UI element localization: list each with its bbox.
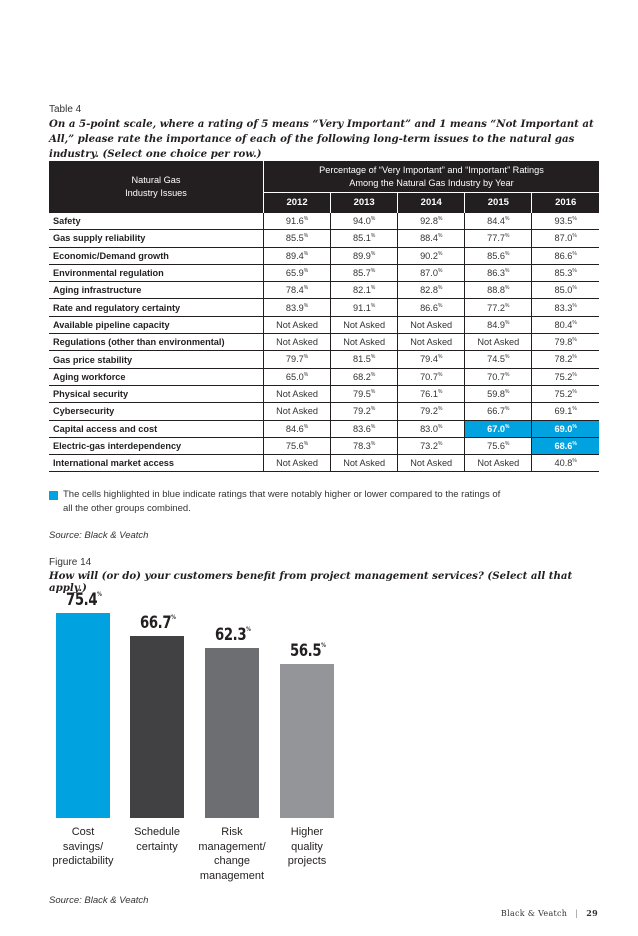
percent-sign: % xyxy=(303,371,309,378)
rating-cell xyxy=(331,420,398,437)
issue-label: Environmental regulation xyxy=(49,264,264,281)
percent-sign: % xyxy=(370,406,376,413)
footer-separator: | xyxy=(575,909,579,918)
rating-cell xyxy=(264,213,331,230)
rating-cell xyxy=(532,299,599,316)
year-header-2016: 2016 xyxy=(532,193,599,213)
percent-sign: % xyxy=(370,302,376,309)
rating-cell xyxy=(398,368,465,385)
rating-value: 87.0 xyxy=(420,268,438,279)
issue-label: Safety xyxy=(49,213,264,230)
issue-label: Gas price stability xyxy=(49,351,264,368)
rating-cell xyxy=(532,351,599,368)
rating-cell xyxy=(264,368,331,385)
rating-value: 86.6 xyxy=(554,250,573,261)
rating-value: 90.2 xyxy=(420,250,438,261)
rating-cell xyxy=(465,437,532,454)
rating-value: 40.8 xyxy=(554,458,573,469)
rating-cell xyxy=(465,213,532,230)
rating-cell xyxy=(398,437,465,454)
percent-sign: % xyxy=(437,371,443,378)
rating-value: 82.8 xyxy=(420,285,438,296)
table-row xyxy=(49,282,599,299)
category-label-line: savings/ xyxy=(62,840,104,853)
rating-value: Not Asked xyxy=(410,458,453,469)
percent-sign: % xyxy=(370,354,376,361)
rating-value: 67.0 xyxy=(487,423,506,434)
rating-value: 82.1 xyxy=(352,285,371,296)
bar-value-number: 75.4 xyxy=(66,589,98,610)
year-header-2013: 2013 xyxy=(331,193,398,213)
percent-sign: % xyxy=(370,285,376,292)
issues-header-line-2: Industry Issues xyxy=(125,187,187,198)
category-label xyxy=(118,825,196,854)
category-label-line: Cost xyxy=(71,826,95,838)
rating-value: 85.6 xyxy=(487,250,506,261)
rating-value: 74.5 xyxy=(487,354,506,365)
rating-value: Not Asked xyxy=(276,406,318,417)
figure-source: Source: Black & Veatch xyxy=(49,895,149,906)
rating-cell xyxy=(532,282,599,299)
percent-sign: % xyxy=(505,440,510,447)
footer-company: Black & Veatch xyxy=(500,909,568,918)
rating-cell xyxy=(532,247,599,264)
percent-sign: % xyxy=(303,268,309,274)
percent-sign: % xyxy=(572,216,577,223)
issue-label: Capital access and cost xyxy=(49,420,264,437)
rating-value: 85.3 xyxy=(554,268,573,279)
rating-cell xyxy=(331,316,398,333)
rating-value: 78.2 xyxy=(554,354,573,365)
table-row xyxy=(49,385,599,402)
rating-value: 70.7 xyxy=(487,371,506,382)
percent-sign: % xyxy=(437,389,443,396)
bar-value-unit: % xyxy=(171,614,176,622)
percent-sign: % xyxy=(370,371,376,378)
category-label-line: predictability xyxy=(52,855,114,867)
percent-sign: % xyxy=(303,354,309,361)
rating-cell xyxy=(465,334,532,351)
rating-value: 75.2 xyxy=(554,371,573,382)
rating-cell xyxy=(465,230,532,247)
year-header-2012: 2012 xyxy=(264,193,331,213)
category-label-line: Higher xyxy=(290,826,324,838)
percent-sign: % xyxy=(370,268,376,274)
rating-value: 84.4 xyxy=(487,216,506,227)
rating-cell xyxy=(331,437,398,454)
rating-cell xyxy=(532,316,599,333)
rating-cell xyxy=(264,334,331,351)
rating-value: 77.2 xyxy=(487,302,506,313)
issue-label: Gas supply reliability xyxy=(49,230,264,247)
percent-sign: % xyxy=(572,389,577,396)
rating-value: Not Asked xyxy=(276,337,318,348)
percent-sign: % xyxy=(437,406,443,413)
rating-cell xyxy=(532,437,599,454)
table-question: On a 5-point scale, where a rating of 5 means “Very Important” and 1 means “Not Important at All,” please rate the importance of each of the following long-term issues to the natural gas industry. (Select one choice per row.) xyxy=(49,118,594,160)
issue-label: Aging workforce xyxy=(49,368,264,385)
rating-cell xyxy=(532,264,599,281)
rating-value: 83.6 xyxy=(352,423,371,434)
bar-3 xyxy=(205,648,259,818)
rating-value: Not Asked xyxy=(477,337,520,348)
table-row xyxy=(49,368,599,385)
issue-label: Economic/Demand growth xyxy=(49,247,264,264)
rating-value: 86.3 xyxy=(487,268,506,279)
rating-cell xyxy=(398,230,465,247)
percent-sign: % xyxy=(437,440,443,447)
page-footer xyxy=(501,908,598,918)
rating-cell xyxy=(331,299,398,316)
percent-sign: % xyxy=(505,285,510,292)
percent-sign: % xyxy=(572,337,577,344)
percent-sign: % xyxy=(505,423,510,430)
rating-cell xyxy=(398,299,465,316)
rating-cell xyxy=(264,316,331,333)
rating-value: Not Asked xyxy=(276,458,318,469)
percent-sign: % xyxy=(572,250,577,257)
rating-value: Not Asked xyxy=(343,458,386,469)
rating-value: 75.6 xyxy=(285,441,304,452)
percent-sign: % xyxy=(505,302,510,309)
percent-sign: % xyxy=(437,233,443,240)
bar-value-number: 62.3 xyxy=(215,625,247,646)
rating-value: 85.1 xyxy=(352,233,371,244)
rating-value: 68.2 xyxy=(352,371,371,382)
table-label: Table 4 xyxy=(49,104,82,115)
percent-sign: % xyxy=(303,302,309,309)
category-label-line: Schedule xyxy=(134,826,180,838)
rating-cell xyxy=(331,213,398,230)
rating-cell xyxy=(331,264,398,281)
rating-cell xyxy=(398,420,465,437)
rating-cell xyxy=(331,282,398,299)
category-label-line: management xyxy=(199,869,265,882)
percent-sign: % xyxy=(437,302,443,309)
rating-cell xyxy=(398,334,465,351)
percent-sign: % xyxy=(505,233,510,240)
rating-value: 79.2 xyxy=(420,406,438,417)
percent-sign: % xyxy=(370,440,376,447)
rating-cell xyxy=(465,282,532,299)
rating-value: 91.1 xyxy=(352,302,371,313)
rating-value: 89.9 xyxy=(352,250,371,261)
table-row xyxy=(49,247,599,264)
rating-value: 77.7 xyxy=(487,233,506,244)
bar-2 xyxy=(130,636,184,818)
rating-value: Not Asked xyxy=(276,319,318,330)
rating-value: 79.4 xyxy=(420,354,438,365)
rating-cell xyxy=(264,403,331,420)
table-row xyxy=(49,213,599,230)
rating-value: 84.9 xyxy=(487,319,506,330)
rating-cell xyxy=(465,316,532,333)
bar-value-unit: % xyxy=(246,626,251,634)
table-row xyxy=(49,455,599,472)
rating-value: Not Asked xyxy=(477,458,520,469)
rating-cell xyxy=(532,230,599,247)
rating-cell xyxy=(331,403,398,420)
rating-cell xyxy=(331,247,398,264)
rating-cell xyxy=(532,420,599,437)
percent-sign: % xyxy=(572,302,577,309)
rating-value: 83.0 xyxy=(420,423,438,434)
issue-label: Electric-gas interdependency xyxy=(49,437,264,454)
percent-sign: % xyxy=(505,371,510,378)
rating-value: 69.1 xyxy=(554,406,573,417)
category-label-line: change xyxy=(213,855,251,867)
percent-sign: % xyxy=(572,371,577,378)
bar-value-unit: % xyxy=(97,590,102,598)
table-source: Source: Black & Veatch xyxy=(49,530,149,541)
rating-cell xyxy=(331,368,398,385)
percent-sign: % xyxy=(572,233,577,240)
rating-value: 65.0 xyxy=(285,371,304,382)
rating-value: 88.8 xyxy=(487,285,506,296)
percent-sign: % xyxy=(505,216,510,223)
percent-sign: % xyxy=(572,423,577,430)
rating-cell xyxy=(264,230,331,247)
rating-value: 65.9 xyxy=(285,268,304,279)
percent-sign: % xyxy=(572,268,577,274)
table-row xyxy=(49,264,599,281)
rating-cell xyxy=(465,420,532,437)
percent-sign: % xyxy=(437,250,443,257)
rating-cell xyxy=(398,282,465,299)
rating-value: 83.3 xyxy=(554,302,573,313)
issue-label: International market access xyxy=(49,455,264,472)
percent-sign: % xyxy=(370,216,376,223)
rating-value: 80.4 xyxy=(554,319,573,330)
bar-value-label xyxy=(215,625,250,645)
percent-sign: % xyxy=(505,250,510,257)
rating-cell xyxy=(264,420,331,437)
year-header-2015: 2015 xyxy=(465,193,532,213)
rating-value: 88.4 xyxy=(420,233,438,244)
issue-label: Cybersecurity xyxy=(49,403,264,420)
ratings-span-header xyxy=(264,161,600,193)
rating-cell xyxy=(532,213,599,230)
rating-value: 81.5 xyxy=(352,354,371,365)
rating-value: 83.9 xyxy=(285,302,304,313)
percent-sign: % xyxy=(572,319,577,326)
percent-sign: % xyxy=(572,458,577,465)
rating-value: 79.8 xyxy=(554,337,573,348)
issue-label: Physical security xyxy=(49,385,264,402)
rating-value: 91.6 xyxy=(285,216,304,227)
rating-cell xyxy=(331,455,398,472)
rating-value: 70.7 xyxy=(420,371,438,382)
rating-value: 94.0 xyxy=(352,216,371,227)
span-header-line-1: Percentage of “Very Important” and “Important” Ratings xyxy=(319,164,544,175)
issues-header-line-1: Natural Gas xyxy=(131,174,181,185)
rating-value: 85.5 xyxy=(285,233,304,244)
category-label-line: Risk xyxy=(221,826,243,838)
rating-cell xyxy=(465,385,532,402)
bar-value-number: 56.5 xyxy=(290,641,322,662)
rating-value: Not Asked xyxy=(343,337,386,348)
percent-sign: % xyxy=(437,423,443,430)
rating-value: 75.6 xyxy=(487,441,506,452)
percent-sign: % xyxy=(572,354,577,361)
category-label xyxy=(44,825,122,869)
rating-value: 68.6 xyxy=(554,441,573,452)
rating-cell xyxy=(398,264,465,281)
percent-sign: % xyxy=(505,389,510,396)
category-label-line: quality xyxy=(291,840,323,853)
rating-value: 84.6 xyxy=(285,423,304,434)
percent-sign: % xyxy=(505,319,510,326)
rating-value: 78.3 xyxy=(352,441,371,452)
rating-cell xyxy=(398,455,465,472)
bar-1 xyxy=(56,613,110,818)
rating-cell xyxy=(264,282,331,299)
rating-cell xyxy=(264,437,331,454)
figure-question: How will (or do) your customers benefit from project management services? (Select all that apply.) xyxy=(49,570,573,594)
rating-cell xyxy=(532,334,599,351)
rating-value: 89.4 xyxy=(285,250,304,261)
percent-sign: % xyxy=(572,440,577,447)
rating-value: 79.5 xyxy=(352,389,371,400)
rating-cell xyxy=(465,368,532,385)
rating-value: 92.8 xyxy=(420,216,438,227)
rating-value: 59.8 xyxy=(487,389,506,400)
table-row xyxy=(49,299,599,316)
percent-sign: % xyxy=(437,354,443,361)
percent-sign: % xyxy=(303,440,309,447)
rating-cell xyxy=(331,230,398,247)
category-label-line: projects xyxy=(287,855,327,867)
rating-cell xyxy=(465,351,532,368)
bar-4 xyxy=(280,664,334,818)
rating-cell xyxy=(532,403,599,420)
rating-cell xyxy=(398,351,465,368)
percent-sign: % xyxy=(370,250,376,257)
category-label xyxy=(268,825,346,869)
rating-cell xyxy=(398,403,465,420)
rating-cell xyxy=(532,385,599,402)
legend-text: The cells highlighted in blue indicate ratings that were notably higher or lower compared to the ratings of all the other groups combined. xyxy=(63,489,501,514)
table-row xyxy=(49,403,599,420)
percent-sign: % xyxy=(303,423,309,430)
bar-value-unit: % xyxy=(321,642,326,650)
rating-value: 85.7 xyxy=(352,268,371,279)
percent-sign: % xyxy=(572,406,577,413)
percent-sign: % xyxy=(437,216,443,223)
bar-value-label xyxy=(290,641,325,661)
rating-cell xyxy=(465,455,532,472)
rating-value: 69.0 xyxy=(554,423,573,434)
category-label-line: certainty xyxy=(136,840,178,853)
issues-column-header xyxy=(49,161,264,213)
legend-swatch xyxy=(49,491,58,500)
issues-table xyxy=(49,161,599,472)
rating-cell xyxy=(465,299,532,316)
span-header-line-2: Among the Natural Gas Industry by Year xyxy=(349,177,514,188)
table-row xyxy=(49,334,599,351)
percent-sign: % xyxy=(505,406,510,413)
rating-value: Not Asked xyxy=(343,319,386,330)
rating-cell xyxy=(331,334,398,351)
rating-cell xyxy=(264,247,331,264)
rating-cell xyxy=(264,351,331,368)
rating-cell xyxy=(532,455,599,472)
rating-value: Not Asked xyxy=(276,389,318,400)
issue-label: Rate and regulatory certainty xyxy=(49,299,264,316)
table-row xyxy=(49,437,599,454)
rating-value: 79.7 xyxy=(285,354,304,365)
percent-sign: % xyxy=(437,268,443,274)
rating-cell xyxy=(264,299,331,316)
percent-sign: % xyxy=(370,389,376,396)
percent-sign: % xyxy=(505,354,510,361)
category-label xyxy=(193,825,271,883)
year-header-2014: 2014 xyxy=(398,193,465,213)
rating-cell xyxy=(532,368,599,385)
rating-cell xyxy=(331,351,398,368)
table-row xyxy=(49,420,599,437)
percent-sign: % xyxy=(572,285,577,292)
rating-cell xyxy=(264,455,331,472)
percent-sign: % xyxy=(370,423,376,430)
table-row xyxy=(49,316,599,333)
percent-sign: % xyxy=(303,250,309,257)
rating-cell xyxy=(398,385,465,402)
page-number: 29 xyxy=(586,908,598,918)
rating-value: Not Asked xyxy=(410,337,453,348)
rating-value: 86.6 xyxy=(420,302,438,313)
rating-cell xyxy=(465,247,532,264)
rating-value: 87.0 xyxy=(554,233,573,244)
percent-sign: % xyxy=(505,268,510,274)
rating-value: 79.2 xyxy=(352,406,371,417)
rating-cell xyxy=(398,316,465,333)
rating-value: Not Asked xyxy=(410,319,453,330)
category-label-line: management/ xyxy=(198,840,266,853)
percent-sign: % xyxy=(437,285,443,292)
percent-sign: % xyxy=(303,285,309,292)
percent-sign: % xyxy=(303,233,309,240)
rating-cell xyxy=(264,264,331,281)
rating-cell xyxy=(465,264,532,281)
table-row xyxy=(49,230,599,247)
rating-value: 85.0 xyxy=(554,285,573,296)
bar-value-number: 66.7 xyxy=(140,613,172,634)
figure-label: Figure 14 xyxy=(49,557,92,568)
rating-value: 73.2 xyxy=(420,441,438,452)
rating-value: 93.5 xyxy=(554,216,573,227)
rating-value: 78.4 xyxy=(285,285,304,296)
table-body xyxy=(49,213,599,472)
rating-cell xyxy=(398,213,465,230)
rating-value: 76.1 xyxy=(420,389,438,400)
rating-value: 75.2 xyxy=(554,389,573,400)
issue-label: Regulations (other than environmental) xyxy=(49,334,264,351)
bar-value-label xyxy=(140,613,175,633)
percent-sign: % xyxy=(303,216,309,223)
rating-cell xyxy=(264,385,331,402)
percent-sign: % xyxy=(370,233,376,240)
table-row xyxy=(49,351,599,368)
rating-value: 66.7 xyxy=(487,406,506,417)
issue-label: Aging infrastructure xyxy=(49,282,264,299)
rating-cell xyxy=(331,385,398,402)
rating-cell xyxy=(398,247,465,264)
issue-label: Available pipeline capacity xyxy=(49,316,264,333)
rating-cell xyxy=(465,403,532,420)
